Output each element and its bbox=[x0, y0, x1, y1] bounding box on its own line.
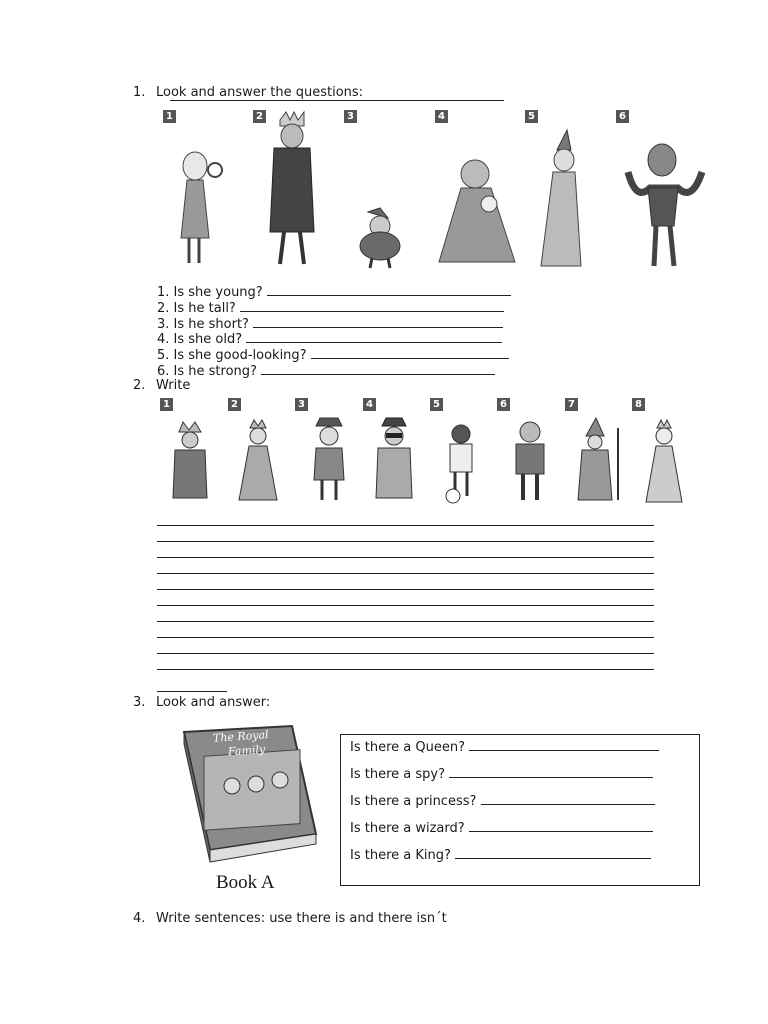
section-1-title-underline bbox=[170, 100, 504, 101]
strong-man-icon bbox=[622, 142, 707, 270]
girl-with-mirror-icon bbox=[175, 148, 225, 270]
box-blank-2[interactable] bbox=[449, 766, 653, 778]
witch-icon bbox=[535, 130, 595, 270]
badge-2: 2 bbox=[253, 110, 266, 123]
question-2: 2. Is he tall? bbox=[157, 300, 504, 316]
write-line-3[interactable] bbox=[157, 557, 654, 558]
answer-blank-2[interactable] bbox=[240, 300, 504, 312]
question-5: 5. Is she good-looking? bbox=[157, 347, 509, 363]
book-title-line-1: The Royal bbox=[212, 728, 270, 745]
box-blank-5[interactable] bbox=[455, 847, 651, 859]
prince-icon bbox=[510, 418, 550, 504]
box-question-4: Is there a wizard? bbox=[350, 820, 653, 836]
answer-blank-4[interactable] bbox=[246, 331, 502, 343]
princess-icon bbox=[644, 420, 684, 506]
answer-blank-5[interactable] bbox=[311, 347, 509, 359]
write-line-11[interactable] bbox=[157, 691, 227, 692]
answer-box bbox=[340, 734, 700, 886]
box-question-1: Is there a Queen? bbox=[350, 739, 659, 755]
dwarf-icon bbox=[350, 208, 412, 270]
section-2-number: 2. bbox=[133, 378, 146, 393]
tall-king-icon bbox=[260, 112, 320, 270]
section-1-title: Look and answer the questions: bbox=[156, 85, 364, 100]
write-line-2[interactable] bbox=[157, 541, 654, 542]
wizard-icon bbox=[572, 418, 624, 504]
box-blank-1[interactable] bbox=[469, 739, 659, 751]
book-title-line-2: Family bbox=[227, 742, 266, 759]
book-caption: Book A bbox=[216, 872, 275, 893]
question-1: 1. Is she young? bbox=[157, 284, 511, 300]
badge-6: 6 bbox=[616, 110, 629, 123]
write-line-9[interactable] bbox=[157, 653, 654, 654]
box-blank-3[interactable] bbox=[481, 793, 655, 805]
question-6: 6. Is he strong? bbox=[157, 363, 495, 379]
badge-w3: 3 bbox=[295, 398, 308, 411]
write-line-5[interactable] bbox=[157, 589, 654, 590]
badge-w4: 4 bbox=[363, 398, 376, 411]
badge-w5: 5 bbox=[430, 398, 443, 411]
write-line-4[interactable] bbox=[157, 573, 654, 574]
badge-5: 5 bbox=[525, 110, 538, 123]
detective-icon bbox=[372, 418, 414, 504]
write-line-8[interactable] bbox=[157, 637, 654, 638]
section-1-number: 1. bbox=[133, 85, 146, 100]
section-2-title: Write bbox=[156, 378, 191, 393]
question-3: 3. Is he short? bbox=[157, 316, 503, 332]
answer-blank-1[interactable] bbox=[267, 284, 511, 296]
badge-w8: 8 bbox=[632, 398, 645, 411]
badge-4: 4 bbox=[435, 110, 448, 123]
badge-3: 3 bbox=[344, 110, 357, 123]
queen-icon bbox=[237, 420, 279, 504]
write-line-1[interactable] bbox=[157, 525, 654, 526]
answer-blank-6[interactable] bbox=[261, 363, 495, 375]
write-line-6[interactable] bbox=[157, 605, 654, 606]
badge-w1: 1 bbox=[160, 398, 173, 411]
section-3-number: 3. bbox=[133, 695, 146, 710]
question-4: 4. Is she old? bbox=[157, 331, 502, 347]
write-line-10[interactable] bbox=[157, 669, 654, 670]
box-question-2: Is there a spy? bbox=[350, 766, 653, 782]
section-3-title: Look and answer: bbox=[156, 695, 271, 710]
section-4-number: 4. bbox=[133, 911, 146, 926]
spy-icon bbox=[308, 418, 350, 504]
box-question-5: Is there a King? bbox=[350, 847, 651, 863]
footballer-icon bbox=[442, 422, 480, 504]
badge-w2: 2 bbox=[228, 398, 241, 411]
badge-w6: 6 bbox=[497, 398, 510, 411]
badge-1: 1 bbox=[163, 110, 176, 123]
box-blank-4[interactable] bbox=[469, 820, 653, 832]
badge-w7: 7 bbox=[565, 398, 578, 411]
section-4-title: Write sentences: use there is and there isn´t bbox=[156, 911, 447, 926]
box-question-3: Is there a princess? bbox=[350, 793, 655, 809]
write-line-7[interactable] bbox=[157, 621, 654, 622]
answer-blank-3[interactable] bbox=[253, 316, 503, 328]
old-queen-icon bbox=[435, 158, 520, 270]
king-icon bbox=[167, 422, 213, 504]
